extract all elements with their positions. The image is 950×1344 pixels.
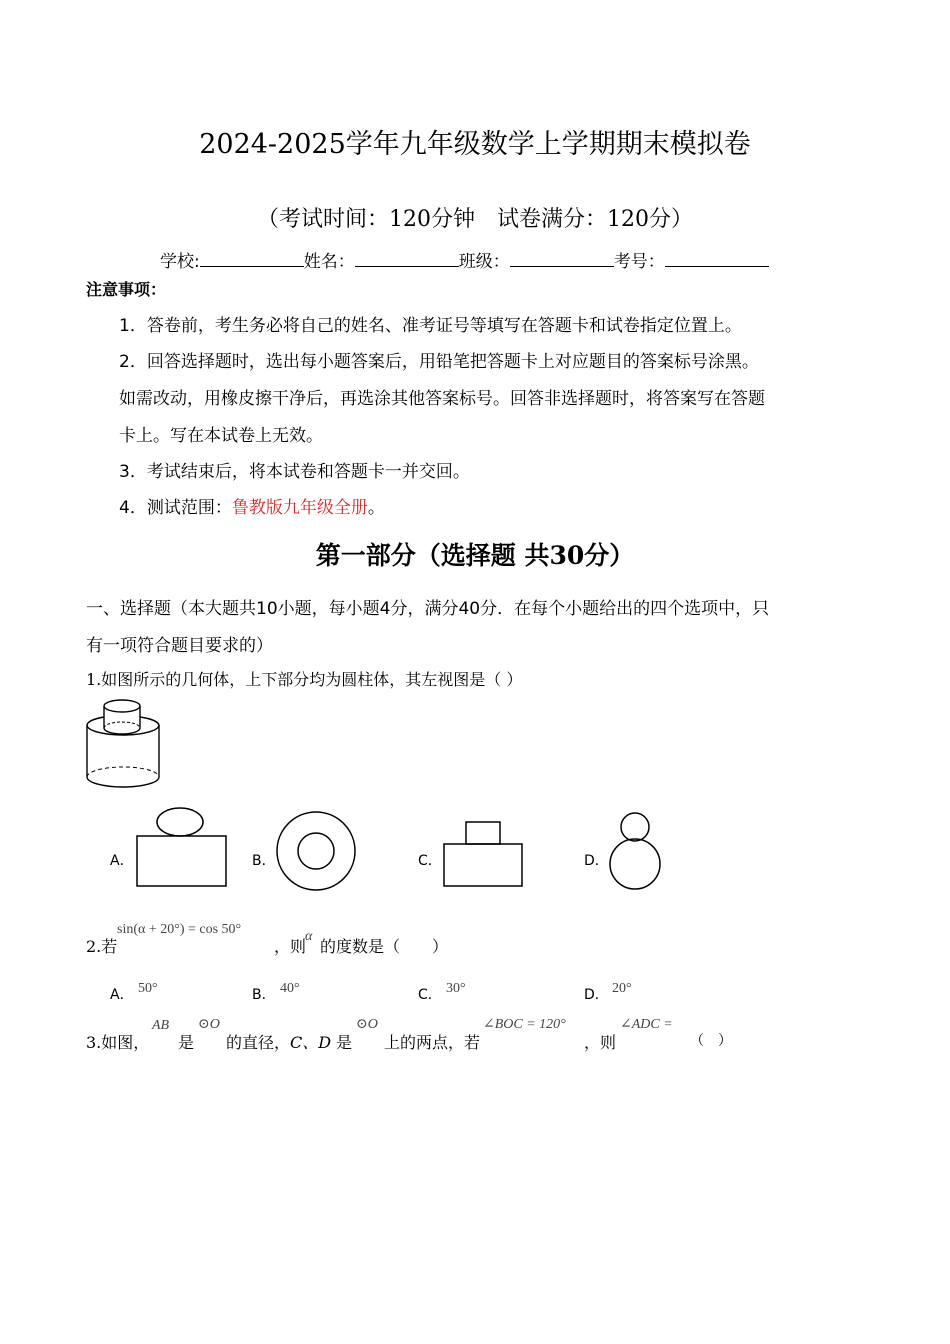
question-3-circle-o: ⊙O bbox=[198, 1017, 220, 1032]
exam-title: 2024-2025学年九年级数学上学期期末模拟卷 bbox=[199, 129, 751, 160]
question-1-text: 1.如图所示的几何体，上下部分均为圆柱体，其左视图是（ ） bbox=[86, 670, 523, 689]
notice-item-4 bbox=[119, 493, 385, 518]
question-2-prefix: 2.若 bbox=[86, 937, 118, 956]
q1-option-a-label[interactable]: A． bbox=[110, 853, 134, 869]
info-fields bbox=[160, 247, 769, 272]
q1-option-b-figure[interactable] bbox=[275, 810, 359, 894]
q2-option-b-label[interactable]: B． bbox=[252, 987, 276, 1003]
question-3-diameter: 的直径， bbox=[226, 1033, 291, 1052]
question-3-then: ，则 bbox=[584, 1033, 617, 1052]
section-heading-line1: 一、选择题（本大题共10小题，每小题4分，满分40分．在每个小题给出的四个选项中，只 bbox=[86, 599, 770, 619]
question-3-angle-boc: ∠BOC = 120° bbox=[483, 1017, 566, 1032]
number-label: 考号： bbox=[613, 252, 665, 272]
q2-option-a-label[interactable]: A． bbox=[110, 987, 134, 1003]
section-heading-line2: 有一项符合题目要求的） bbox=[86, 636, 273, 656]
name-blank[interactable] bbox=[355, 252, 459, 267]
question-3-ab: AB bbox=[152, 1018, 170, 1033]
class-label: 班级： bbox=[458, 252, 510, 272]
q2-option-d-label[interactable]: D． bbox=[584, 987, 609, 1003]
question-2-middle: ，则 bbox=[274, 937, 307, 956]
q1-option-b-label[interactable]: B． bbox=[252, 853, 276, 869]
test-range: 鲁教版九年级全册 bbox=[231, 498, 368, 518]
notice-item-2c: 卡上。写在本试卷上无效。 bbox=[119, 426, 323, 446]
q1-option-a-figure[interactable] bbox=[134, 806, 229, 890]
question-1-figure bbox=[80, 695, 170, 795]
question-2-formula: sin(α + 20°) = cos 50° bbox=[117, 922, 242, 937]
question-3-angle-adc: ∠ADC = bbox=[620, 1017, 673, 1032]
q1-option-d-figure[interactable] bbox=[606, 810, 666, 892]
question-3-points: 上的两点，若 bbox=[384, 1033, 481, 1052]
part1-title: 第一部分（选择题 共30分） bbox=[315, 541, 635, 570]
notice-item-4-suffix: 。 bbox=[367, 498, 385, 518]
number-blank[interactable] bbox=[665, 252, 769, 267]
q2-option-c-label[interactable]: C． bbox=[418, 987, 442, 1003]
question-3-paren: （ ） bbox=[690, 1033, 732, 1049]
q2-option-c-value[interactable]: 30° bbox=[446, 981, 466, 996]
question-3-cd: C、D bbox=[290, 1033, 332, 1052]
exam-subtitle: （考试时间：120分钟 试卷满分：120分） bbox=[257, 207, 693, 232]
question-3-is1: 是 bbox=[178, 1033, 195, 1052]
name-label: 姓名： bbox=[303, 252, 355, 272]
q1-option-d-label[interactable]: D． bbox=[584, 853, 609, 869]
school-blank[interactable] bbox=[200, 252, 304, 267]
q2-option-d-value[interactable]: 20° bbox=[612, 981, 632, 996]
notice-heading: 注意事项： bbox=[86, 280, 167, 299]
question-2-alpha: α bbox=[305, 929, 313, 944]
notice-item-3: 3．考试结束后，将本试卷和答题卡一并交回。 bbox=[119, 462, 470, 482]
school-label: 学校: bbox=[160, 252, 200, 272]
notice-item-4-prefix: 4．测试范围： bbox=[119, 498, 232, 518]
question-3-circle-o2: ⊙O bbox=[356, 1017, 378, 1032]
question-3-is2: 是 bbox=[336, 1033, 353, 1052]
notice-item-2b: 如需改动，用橡皮擦干净后，再选涂其他答案标号。回答非选择题时，将答案写在答题 bbox=[119, 389, 765, 409]
q1-option-c-figure[interactable] bbox=[441, 820, 525, 890]
q2-option-b-value[interactable]: 40° bbox=[280, 981, 300, 996]
notice-item-2a: 2．回答选择题时，选出每小题答案后，用铅笔把答题卡上对应题目的答案标号涂黑。 bbox=[119, 352, 759, 372]
question-2-suffix: 的度数是（ ） bbox=[320, 937, 449, 956]
class-blank[interactable] bbox=[510, 252, 614, 267]
question-3-prefix: 3.如图， bbox=[86, 1033, 150, 1052]
q2-option-a-value[interactable]: 50° bbox=[138, 981, 158, 996]
q1-option-c-label[interactable]: C． bbox=[418, 853, 442, 869]
notice-item-1: 1．答卷前，考生务必将自己的姓名、准考证号等填写在答题卡和试卷指定位置上。 bbox=[119, 316, 742, 336]
